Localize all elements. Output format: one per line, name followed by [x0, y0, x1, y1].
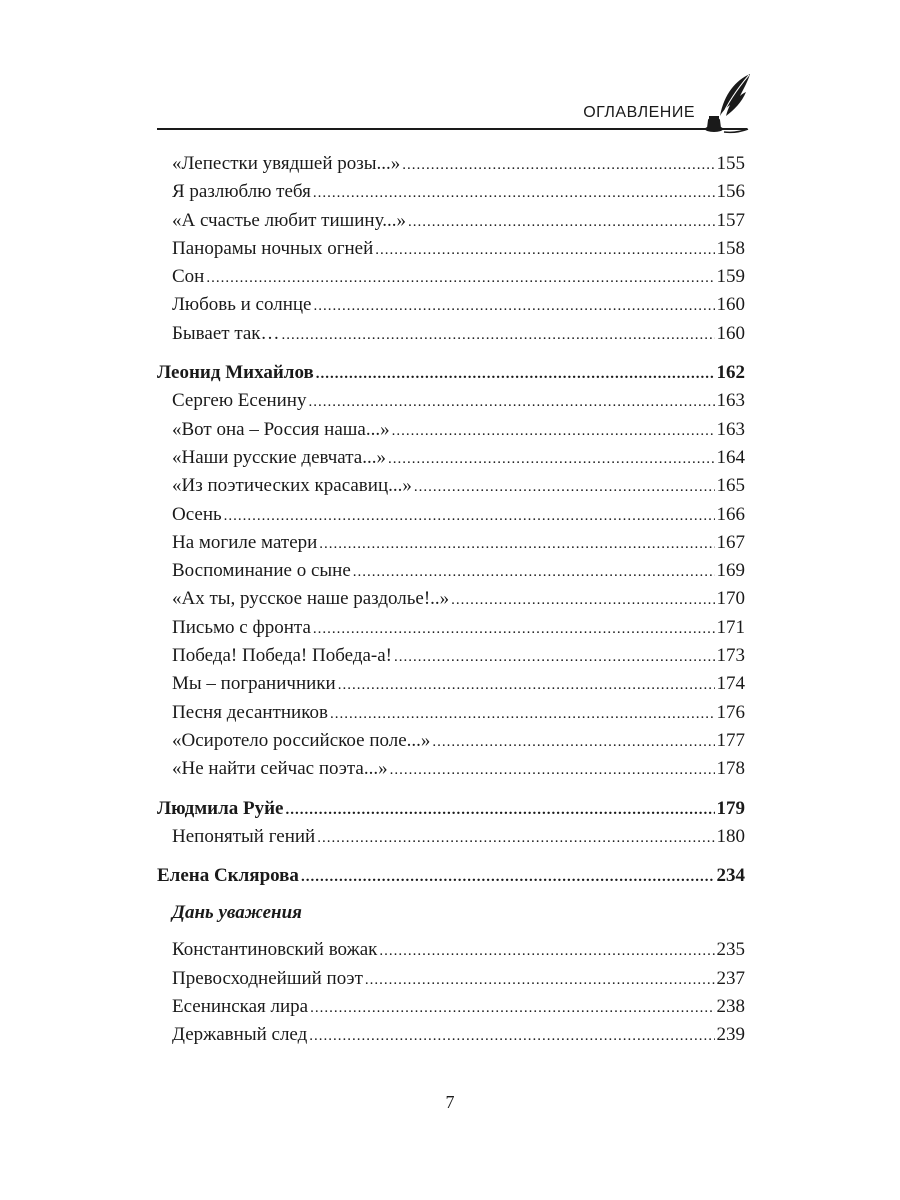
entry-page: 159	[716, 266, 745, 288]
toc-entry	[157, 235, 745, 263]
entry-title: «Лепестки увядшей розы...»	[172, 153, 401, 174]
entry-title: Мы – пограничники	[172, 673, 336, 695]
entry-title: «Из поэтических красавиц...»	[172, 475, 412, 497]
toc-entry	[157, 150, 745, 178]
toc-entry	[157, 699, 745, 727]
author-page: 234	[716, 865, 745, 887]
entry-title: Сергею Есенину	[172, 390, 307, 412]
entry-page: 237	[716, 967, 745, 989]
author-name: Леонид Михайлов	[157, 362, 314, 384]
toc-entry	[157, 387, 745, 415]
author-page: 179	[716, 797, 745, 819]
entry-page: 157	[716, 209, 745, 231]
toc-entry	[157, 965, 745, 993]
toc-entry	[157, 670, 745, 698]
entry-page: 170	[716, 588, 745, 610]
entry-page: 156	[716, 181, 745, 203]
entry-title: Превосходнейший поэт	[172, 967, 363, 989]
entry-page: 158	[716, 237, 745, 259]
author-name: Людмила Руйе	[157, 797, 284, 819]
entry-page: 235	[716, 939, 745, 961]
entry-title: «Ах ты, русское наше раздолье!..»	[172, 588, 450, 610]
author-page: 162	[716, 362, 745, 384]
entry-page: 163	[716, 418, 745, 440]
toc-subheading: Дань уважения	[172, 902, 302, 924]
entry-title: Непонятый гений	[172, 825, 316, 847]
entry-title: Константиновский вожак	[172, 939, 378, 961]
toc-entry	[157, 178, 745, 206]
entry-page: 169	[716, 560, 745, 582]
entry-page: 155	[716, 153, 745, 174]
toc-author-entry	[157, 795, 745, 823]
toc-entry	[157, 614, 745, 642]
toc-entry	[157, 936, 745, 964]
entry-title: Я разлюблю тебя	[172, 181, 311, 203]
entry-title: Державный след	[172, 1024, 308, 1046]
header-rule	[157, 128, 747, 130]
entry-page: 160	[716, 294, 745, 316]
entry-page: 165	[716, 475, 745, 497]
author-name: Елена Склярова	[157, 865, 299, 887]
entry-page: 167	[716, 531, 745, 553]
entry-title: Письмо с фронта	[172, 616, 311, 638]
entry-page: 174	[716, 673, 745, 695]
entry-page: 176	[716, 701, 745, 723]
entry-title: Осень	[172, 503, 222, 525]
entry-page: 173	[716, 645, 745, 667]
entry-title: На могиле матери	[172, 531, 318, 553]
toc-entry	[157, 501, 745, 529]
running-header-title: ОГЛАВЛЕНИЕ	[583, 104, 695, 121]
toc-entry	[157, 727, 745, 755]
toc-entry	[157, 444, 745, 472]
entry-title: «Осиротело российское поле...»	[172, 729, 431, 751]
entry-page: 177	[716, 729, 745, 751]
entry-title: Победа! Победа! Победа-а!	[172, 645, 393, 667]
toc-entry	[157, 416, 745, 444]
entry-page: 171	[716, 616, 745, 638]
entry-title: Есенинская лира	[172, 996, 309, 1018]
entry-title: «Вот она – Россия наша...»	[172, 418, 390, 440]
entry-page: 160	[716, 322, 745, 344]
toc-entry	[157, 472, 745, 500]
entry-title: Сон	[172, 266, 205, 288]
entry-page: 239	[716, 1024, 745, 1046]
toc-entry	[157, 263, 745, 291]
entry-page: 163	[716, 390, 745, 412]
toc-entry	[157, 207, 745, 235]
entry-title: Воспоминание о сыне	[172, 560, 351, 582]
toc-entry	[157, 291, 745, 319]
entry-page: 164	[716, 446, 745, 468]
entry-title: Любовь и солнце	[172, 294, 312, 316]
toc-entry	[157, 320, 745, 348]
toc-entry	[157, 1021, 745, 1049]
entry-page: 238	[716, 996, 745, 1018]
page-number: 7	[445, 1092, 455, 1112]
toc-entry	[157, 755, 745, 783]
toc-entry	[157, 529, 745, 557]
table-of-contents	[157, 150, 745, 1050]
toc-entry	[157, 993, 745, 1021]
toc-author-entry	[157, 359, 745, 387]
entry-title: Панорамы ночных огней	[172, 237, 374, 259]
entry-title: «Наши русские девчата...»	[172, 446, 386, 468]
entry-page: 180	[716, 825, 745, 847]
entry-page: 166	[716, 503, 745, 525]
toc-author-entry	[157, 862, 745, 890]
entry-title: Бывает так…	[172, 322, 280, 344]
entry-title: «А счастье любит тишину...»	[172, 209, 406, 231]
entry-title: «Не найти сейчас поэта...»	[172, 758, 388, 780]
toc-entry	[157, 557, 745, 585]
toc-entry	[157, 642, 745, 670]
toc-entry	[157, 823, 745, 851]
entry-page: 178	[716, 758, 745, 780]
toc-entry	[157, 585, 745, 613]
entry-title: Песня десантников	[172, 701, 328, 723]
